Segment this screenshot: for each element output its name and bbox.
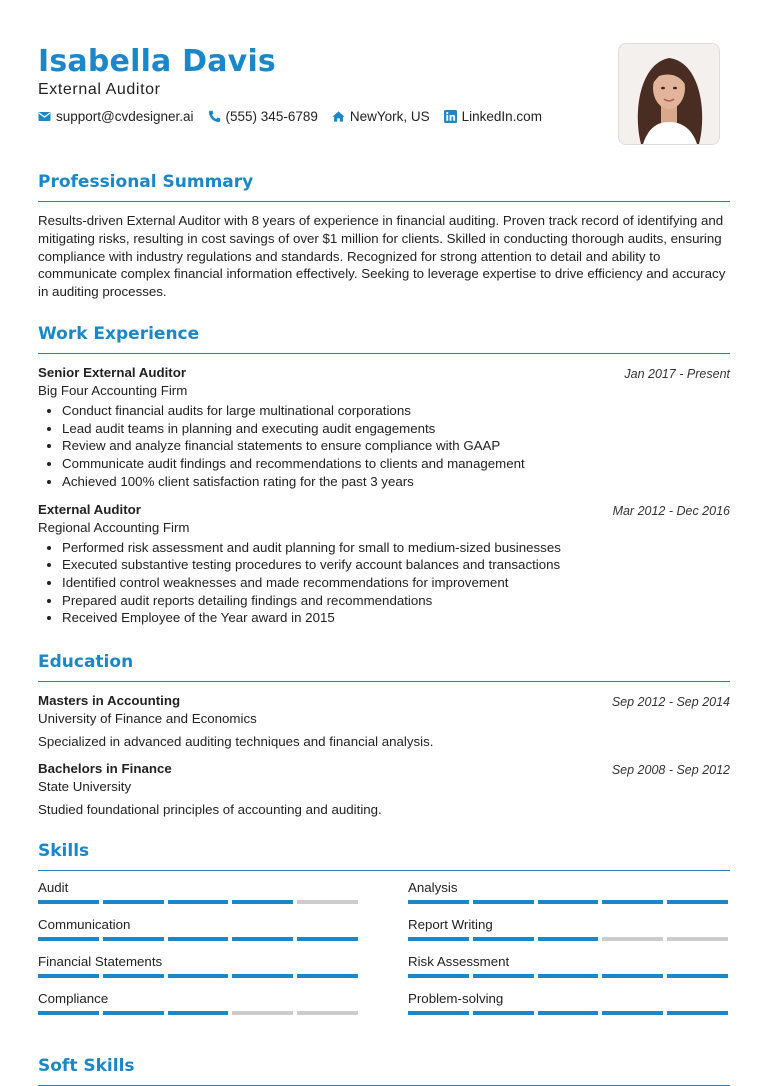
skill-level-segment-filled	[602, 900, 663, 904]
skills-section	[38, 840, 730, 1027]
job-company: Regional Accounting Firm	[38, 519, 190, 535]
skill-level-segment-filled	[602, 974, 663, 978]
skill-name: Compliance	[38, 991, 109, 1006]
skill-level-segment-filled	[408, 900, 469, 904]
job-bullet: • Prepared audit reports detailing findings and recommendations	[62, 592, 730, 610]
skill-name: Audit	[38, 880, 69, 895]
job-entry	[38, 501, 730, 628]
skill-level-segment-filled	[38, 937, 99, 941]
skill-level-segment-filled	[232, 900, 293, 904]
skill-level-bar	[408, 937, 728, 941]
resume-page	[38, 0, 730, 1076]
skill-name: Financial Statements	[38, 954, 163, 969]
contact-linkedin-text: LinkedIn.com	[461, 109, 542, 124]
skill-level-segment-filled	[168, 900, 229, 904]
skill-level-segment-filled	[103, 900, 164, 904]
skill-level-segment-filled	[168, 974, 229, 978]
skill-level-segment-filled	[408, 974, 469, 978]
summary-text: Results-driven External Auditor with 8 years of experience in financial auditing. Proven track record of identifying and mitigating risks, resulting in cost savings of over $1 million for clients. Skilled in conducting thorough audits, ensuring compliance with industry regulations and standards. Recognized for strong attention to detail and ability to communicate complex financial information effectively. Seeking to leverage expertise to drive efficiency and accuracy in auditing processes.	[38, 213, 726, 300]
skill-name: Analysis	[408, 880, 458, 895]
skill-level-segment-empty	[297, 1011, 358, 1015]
job-bullet: • Executed substantive testing procedures to verify account balances and transactions	[62, 556, 730, 574]
job-bullet: • Performed risk assessment and audit planning for small to medium-sized businesses	[62, 539, 730, 557]
skill-level-segment-filled	[538, 974, 599, 978]
phone-icon	[208, 110, 221, 123]
skill-name: Report Writing	[408, 917, 493, 932]
experience-section	[38, 323, 730, 627]
skill-level-segment-filled	[103, 1011, 164, 1015]
contact-list	[38, 109, 542, 124]
skill-level-segment-filled	[232, 974, 293, 978]
job-bullet: • Communicate audit findings and recommendations to clients and management	[62, 455, 730, 473]
job-entry	[38, 364, 730, 491]
job-bullet: • Received Employee of the Year award in 2015	[62, 609, 730, 627]
skills-grid	[38, 879, 730, 1027]
job-date: Mar 2012 - Dec 2016	[612, 503, 730, 518]
education-degree: Masters in Accounting	[38, 693, 181, 708]
skill-level-bar	[408, 1011, 728, 1015]
job-role: Senior External Auditor	[38, 365, 187, 380]
education-date: Sep 2008 - Sep 2012	[611, 763, 730, 777]
education-description: Studied foundational principles of accounting and auditing.	[38, 802, 382, 817]
summary-section	[38, 171, 730, 301]
job-bullet: • Conduct financial audits for large multinational corporations	[62, 402, 730, 420]
education-section	[38, 651, 730, 818]
skill-level-segment-filled	[667, 900, 728, 904]
skill-level-bar	[38, 900, 358, 904]
education-entry	[38, 692, 730, 750]
contact-email-text: support@cvdesigner.ai	[56, 109, 194, 124]
job-bullet: • Identified control weaknesses and made recommendations for improvement	[62, 574, 730, 592]
summary-heading: Professional Summary	[38, 171, 730, 202]
skill-item	[38, 953, 358, 990]
education-school: State University	[38, 779, 132, 794]
skill-level-segment-filled	[602, 1011, 663, 1015]
skill-level-segment-filled	[103, 937, 164, 941]
skill-item	[408, 879, 728, 916]
contact-location-text: NewYork, US	[349, 109, 430, 124]
skill-level-bar	[38, 1011, 358, 1015]
contact-phone-text: (555) 345-6789	[225, 109, 318, 124]
skill-level-segment-filled	[408, 1011, 469, 1015]
skill-level-segment-filled	[473, 937, 534, 941]
soft-skills-heading: Soft Skills	[38, 1055, 730, 1086]
candidate-title: External Auditor	[38, 81, 161, 98]
education-entry	[38, 760, 730, 818]
skill-level-segment-filled	[473, 900, 534, 904]
skill-level-bar	[408, 974, 728, 978]
skill-level-segment-empty	[297, 900, 358, 904]
candidate-name: Isabella Davis	[38, 44, 276, 79]
skill-level-segment-filled	[538, 937, 599, 941]
resume-header	[38, 0, 730, 160]
skill-level-segment-filled	[232, 937, 293, 941]
job-date: Jan 2017 - Present	[624, 367, 730, 381]
education-date: Sep 2012 - Sep 2014	[611, 695, 730, 709]
skill-level-segment-filled	[473, 974, 534, 978]
home-icon	[332, 110, 345, 123]
contact-email[interactable]	[38, 109, 194, 124]
education-school: University of Finance and Economics	[38, 711, 257, 726]
linkedin-icon	[444, 110, 457, 123]
skill-level-segment-empty	[602, 937, 663, 941]
skill-level-segment-filled	[168, 1011, 229, 1015]
skill-level-segment-filled	[297, 937, 358, 941]
skill-item	[408, 990, 728, 1027]
skill-level-segment-filled	[38, 900, 99, 904]
skill-level-segment-filled	[667, 1011, 728, 1015]
skill-name: Communication	[38, 917, 131, 932]
skill-item	[38, 879, 358, 916]
contact-location	[332, 109, 430, 124]
experience-heading: Work Experience	[38, 323, 730, 354]
skill-level-segment-filled	[297, 974, 358, 978]
soft-skills-section	[38, 1055, 730, 1086]
skill-level-bar	[38, 937, 358, 941]
skill-item	[38, 916, 358, 953]
skill-level-segment-filled	[538, 900, 599, 904]
job-bullet: • Achieved 100% client satisfaction rating for the past 3 years	[62, 473, 730, 491]
envelope-icon	[38, 110, 51, 123]
skill-level-segment-filled	[408, 937, 469, 941]
job-bullet: • Lead audit teams in planning and executing audit engagements	[62, 420, 730, 438]
skill-level-segment-empty	[667, 937, 728, 941]
skill-level-bar	[38, 974, 358, 978]
skill-name: Problem-solving	[408, 991, 504, 1006]
education-degree: Bachelors in Finance	[38, 761, 172, 776]
skill-level-segment-empty	[232, 1011, 293, 1015]
skill-level-segment-filled	[38, 1011, 99, 1015]
contact-linkedin[interactable]	[444, 109, 542, 124]
skills-heading: Skills	[38, 840, 730, 871]
skill-item	[408, 916, 728, 953]
job-bullets	[38, 402, 730, 491]
job-role: External Auditor	[38, 501, 141, 517]
skill-item	[408, 953, 728, 990]
job-company: Big Four Accounting Firm	[38, 383, 188, 398]
skill-level-segment-filled	[667, 974, 728, 978]
skill-level-segment-filled	[168, 937, 229, 941]
job-bullet: • Review and analyze financial statements to ensure compliance with GAAP	[62, 437, 730, 455]
contact-phone[interactable]	[208, 109, 318, 124]
skill-level-segment-filled	[103, 974, 164, 978]
skill-level-segment-filled	[473, 1011, 534, 1015]
profile-photo	[618, 43, 720, 145]
education-heading: Education	[38, 651, 730, 682]
skill-level-segment-filled	[538, 1011, 599, 1015]
skill-level-segment-filled	[38, 974, 99, 978]
skill-name: Risk Assessment	[408, 954, 510, 969]
skill-level-bar	[408, 900, 728, 904]
education-description: Specialized in advanced auditing techniques and financial analysis.	[38, 734, 434, 749]
job-bullets	[38, 539, 730, 628]
skill-item	[38, 990, 358, 1027]
